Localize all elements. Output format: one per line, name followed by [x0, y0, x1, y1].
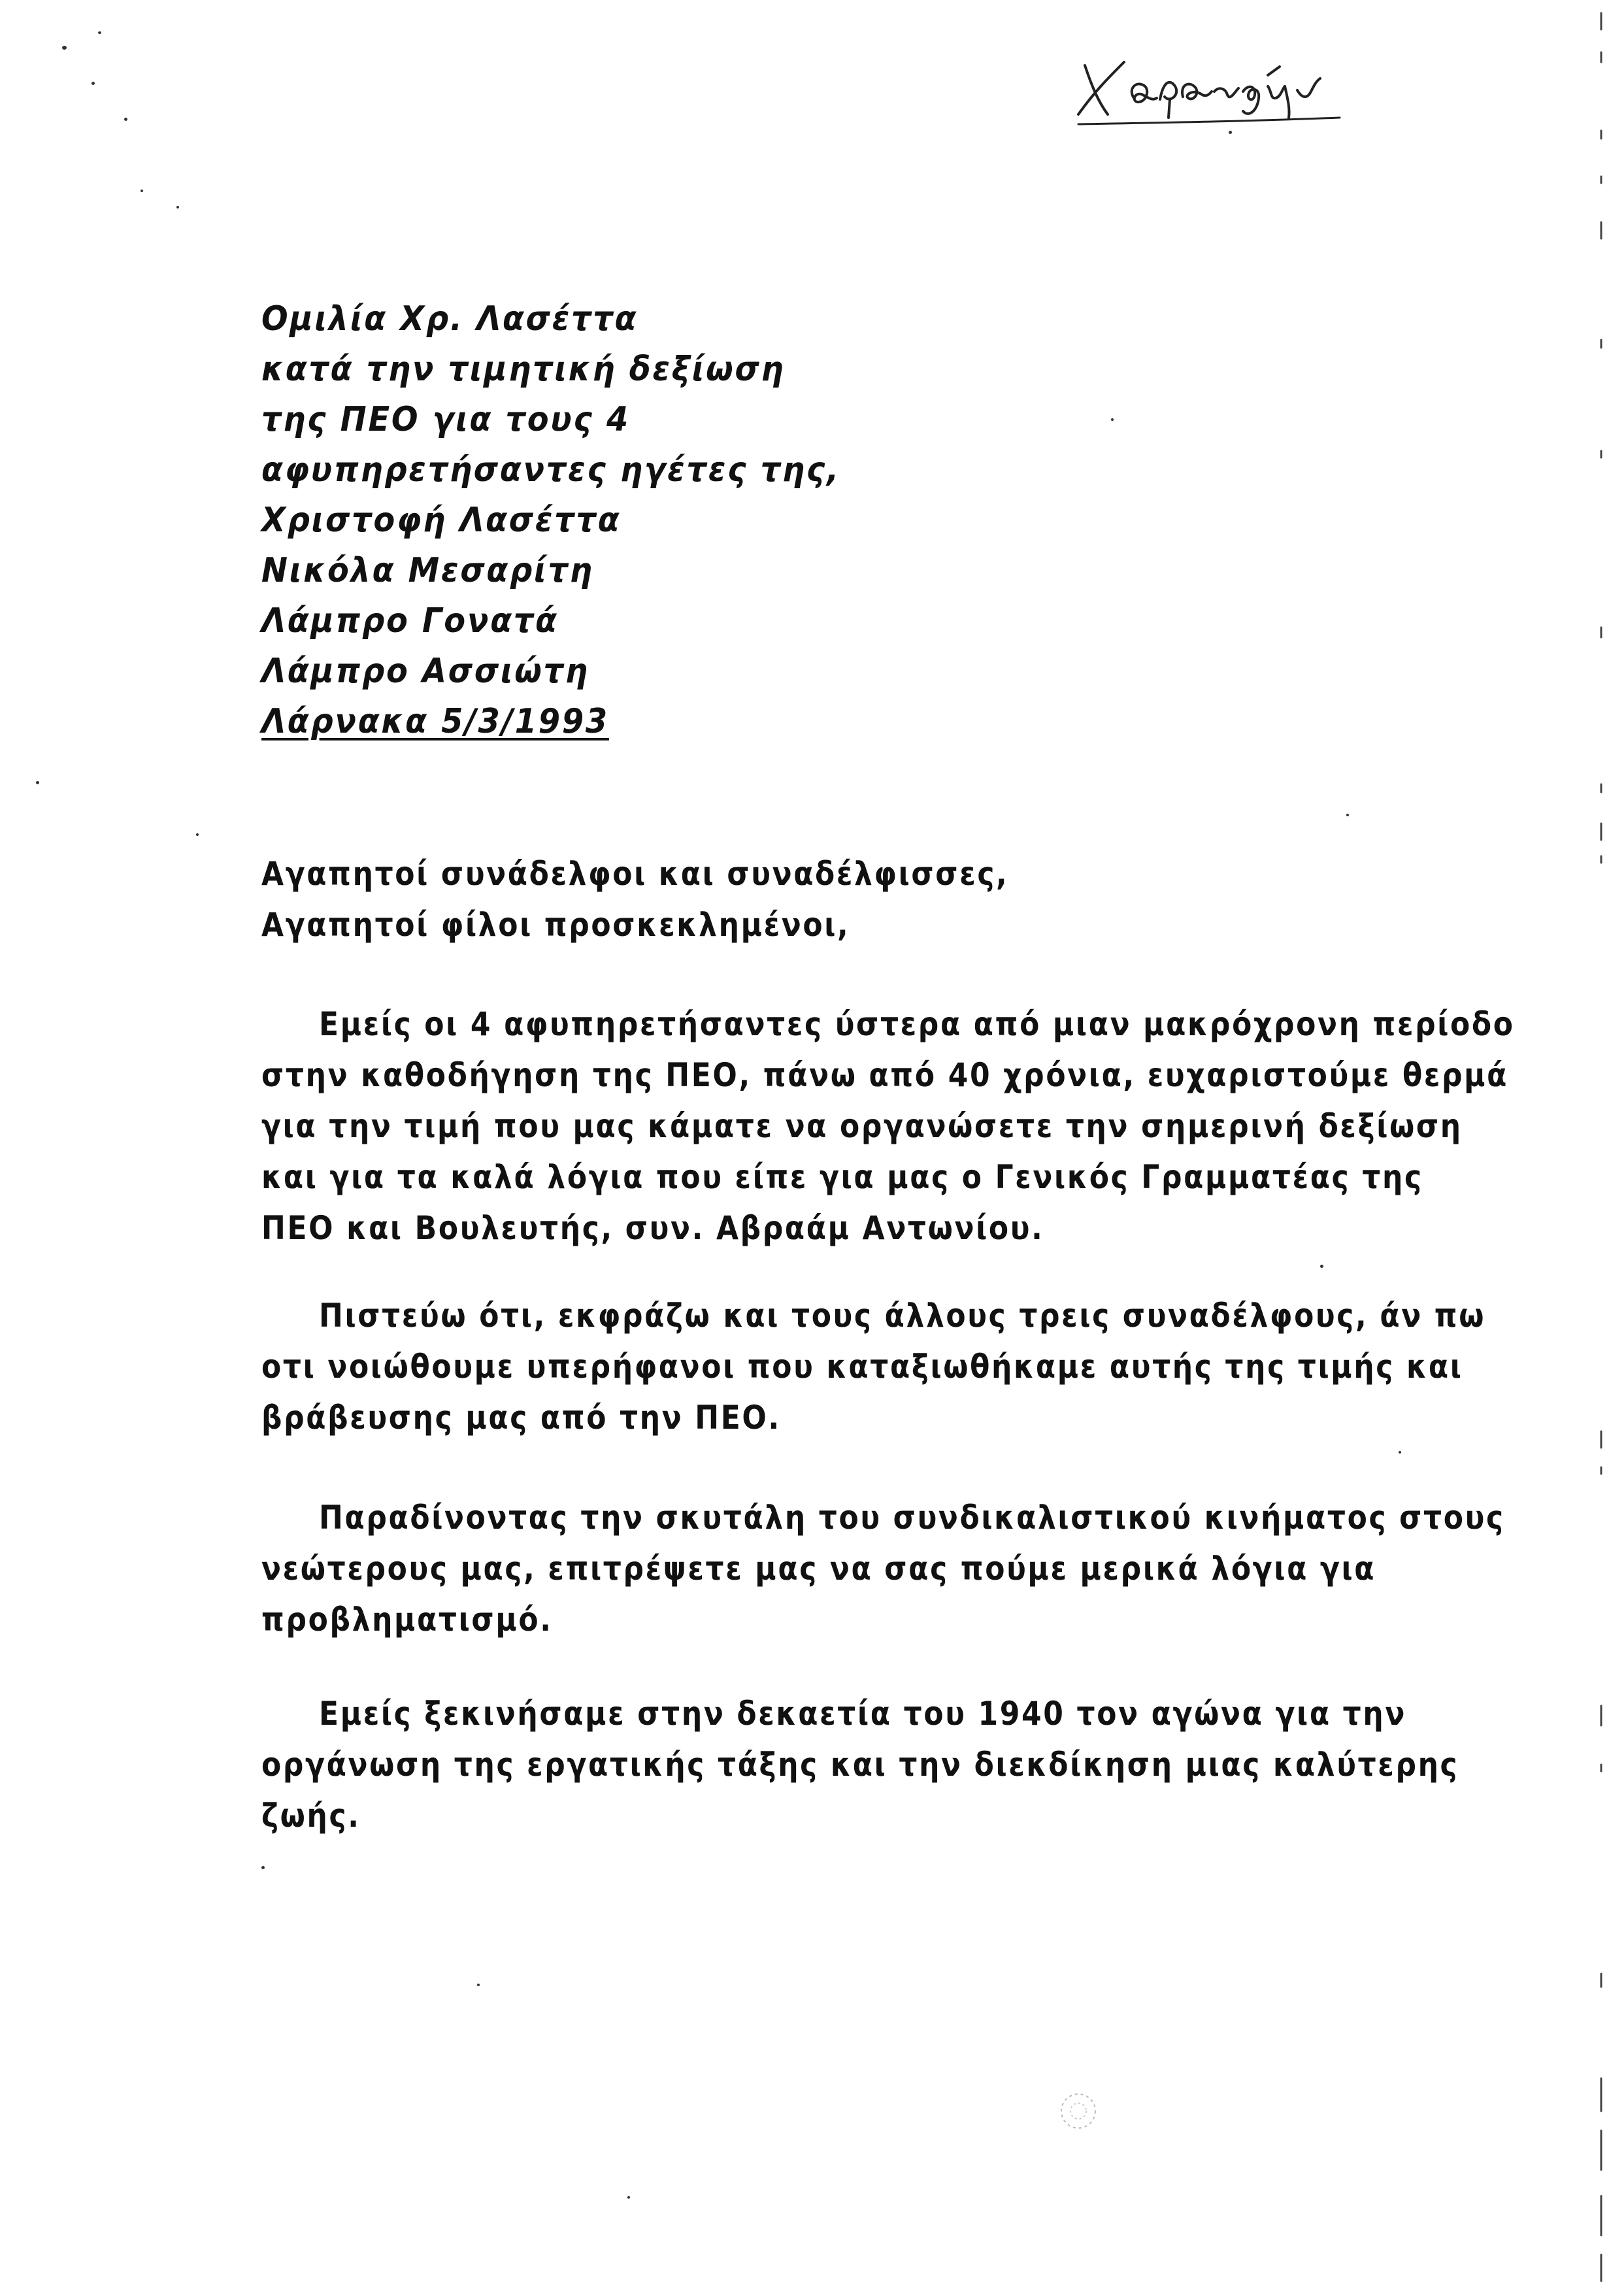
handwritten-annotation — [1072, 26, 1346, 124]
heading-block — [261, 294, 1046, 747]
heading-line: Λάμπρο Ασσιώτη — [261, 652, 589, 691]
paragraph-line: Πιστεύω ότι, εκφράζω και τους άλλους τρεις συναδέλφους, άν πω — [319, 1297, 1486, 1335]
paragraph-2 — [261, 1290, 1486, 1443]
heading-line: κατά την τιμητική δεξίωση — [261, 350, 786, 389]
paragraph-3 — [261, 1492, 1505, 1645]
scan-speck — [62, 46, 67, 50]
scan-speck — [176, 206, 179, 208]
heading-line: Λάμπρο Γονατά — [261, 601, 559, 641]
scan-speck — [91, 82, 95, 85]
scan-speck — [1346, 814, 1349, 816]
scan-speck — [261, 1866, 265, 1869]
paragraph-line: Εμείς οι 4 αφυπηρετήσαντες ύστερα από μιαν μακρόχρονη περίοδο — [319, 1005, 1515, 1043]
scan-speck — [36, 781, 39, 784]
paragraph-1 — [261, 999, 1515, 1254]
paragraph-line: νεώτερους μας, επιτρέψετε μας να σας πούμε μερικά λόγια για — [261, 1550, 1376, 1588]
paragraph-line: Παραδίνοντας την σκυτάλη του συνδικαλιστικού κινήματος στους — [319, 1499, 1505, 1537]
heading-line: της ΠΕΟ για τους 4 — [261, 400, 631, 439]
paragraph-line: οτι νοιώθουμε υπερήφανοι που καταξιωθήκαμε αυτής της τιμής και — [261, 1348, 1463, 1386]
scan-edge-marks — [1595, 0, 1609, 2296]
paragraph-line: στην καθοδήγηση της ΠΕΟ, πάνω από 40 χρόνια, ευχαριστούμε θερμά — [261, 1056, 1509, 1094]
handwritten-scribble — [1072, 26, 1346, 124]
scan-speck — [98, 31, 101, 34]
heading-line: Νικόλα Μεσαρίτη — [261, 551, 594, 590]
place-date-line: Λάρνακα 5/3/1993 — [261, 702, 609, 741]
paragraph-line: ζωής. — [261, 1797, 361, 1835]
salutation-line: Αγαπητοί φίλοι προσκεκλημένοι, — [261, 906, 850, 944]
paragraph-4 — [261, 1688, 1459, 1841]
scan-speck — [477, 1984, 480, 1986]
paragraph-line: ΠΕΟ και Βουλευτής, συν. Αβραάμ Αντωνίου. — [261, 1209, 1044, 1247]
heading-line: αφυπηρετήσαντες ηγέτες της, — [261, 450, 840, 490]
paragraph-line: προβληματισμό. — [261, 1601, 553, 1639]
scan-speck — [1111, 418, 1114, 421]
salutation-line: Αγαπητοί συνάδελφοι και συναδέλφισσες, — [261, 855, 1009, 893]
scan-speck — [627, 2196, 630, 2199]
scan-speck — [141, 190, 143, 192]
scan-speck — [1399, 1451, 1401, 1454]
scan-speck — [1229, 131, 1232, 134]
paragraph-line: βράβευσης μας από την ΠΕΟ. — [261, 1399, 781, 1437]
scan-speck — [196, 833, 199, 836]
paragraph-line: για την τιμή που μας κάματε να οργανώσετε την σημερινή δεξίωση — [261, 1107, 1463, 1145]
paragraph-line: Εμείς ξεκινήσαμε στην δεκαετία του 1940 τον αγώνα για την — [319, 1695, 1406, 1733]
heading-line: Ομιλία Χρ. Λασέττα — [261, 299, 639, 339]
paragraph-line: οργάνωση της εργατικής τάξης και την διεκδίκηση μιας καλύτερης — [261, 1746, 1459, 1784]
salutation — [261, 848, 1372, 950]
heading-line: Χριστοφή Λασέττα — [261, 501, 622, 540]
paragraph-line: και για τα καλά λόγια που είπε για μας ο Γενικός Γραμματέας της — [261, 1158, 1423, 1196]
scan-speck — [124, 118, 127, 121]
scan-speck — [1320, 1265, 1323, 1268]
faint-stamp-mark — [1052, 2085, 1104, 2137]
